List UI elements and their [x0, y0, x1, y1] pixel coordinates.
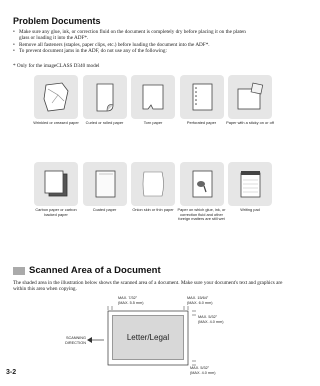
- problem-grid-row-2: [34, 162, 272, 222]
- thin-paper-icon: [131, 162, 175, 206]
- problem-grid-row-1: [34, 75, 272, 126]
- label-top-left: MAX. 7/32" (MAX. 5.5 mm): [118, 296, 144, 305]
- bullet-text: Make sure any glue, ink, or correction fluid on the document is completely dry before placing it on the platen: [19, 29, 246, 35]
- label-bottom: MAX. 5/32" (MAX. 4.0 mm): [190, 366, 216, 375]
- problem-item: [34, 162, 78, 222]
- scan-area-diagram: [0, 296, 300, 376]
- scan-paragraph: The shaded area in the illustration below shows the scanned area of a document. Make sure your document's text and graphics are within this area when copying.: [13, 280, 283, 293]
- torn-paper-icon: [131, 75, 175, 119]
- bullet-item: • Make sure any glue, ink, or correction fluid on the document is completely dry before placing it on the platen: [13, 29, 246, 35]
- problem-label: Carbon paper or carbon backed paper: [35, 207, 77, 217]
- wet-paper-icon: [180, 162, 224, 206]
- section-marker: [13, 267, 25, 275]
- page-number: 3-2: [6, 369, 17, 376]
- bullet-item: • Remove all fasteners (staples, paper clips, etc.) before loading the document into the ADF*.: [13, 41, 210, 48]
- writing-pad-icon: [228, 162, 272, 206]
- scan-section-title: Scanned Area of a Document: [29, 265, 161, 276]
- problem-label: Paper on which glue, ink, or correction fluid and other foreign matters are still wet: [177, 207, 226, 222]
- problem-item: [34, 75, 78, 126]
- problem-label: Curled or rolled paper: [85, 120, 124, 125]
- problem-item: [131, 162, 175, 222]
- footnote: * Only for the imageCLASS D340 model: [13, 63, 100, 69]
- problem-label: Wrinkled or creased paper: [33, 120, 79, 125]
- bullet-item: • To prevent document jams in the ADF, do not use any of the following:: [13, 48, 167, 55]
- problem-item: [83, 162, 127, 222]
- scanning-direction-label: SCANNING DIRECTION: [65, 336, 86, 345]
- problem-label: Torn paper: [143, 120, 163, 125]
- bullet-list: [13, 29, 289, 55]
- problem-label: Coated paper: [92, 207, 117, 212]
- carbon-paper-icon: [34, 162, 78, 206]
- problem-item: [180, 75, 224, 126]
- label-right: MAX. 5/32" (MAX. 4.0 mm): [198, 315, 224, 324]
- problem-item: [228, 75, 272, 126]
- perforated-paper-icon: [180, 75, 224, 119]
- bullet-text: Remove all fasteners (staples, paper clips, etc.) before loading the document into the ADF*.: [19, 41, 210, 48]
- problem-item: [131, 75, 175, 126]
- coated-paper-icon: [83, 162, 127, 206]
- problem-label: Writing pad: [240, 207, 260, 212]
- label-top-right: MAX. 15/64" (MAX. 6.0 mm): [187, 296, 213, 305]
- bullet-text: To prevent document jams in the ADF, do not use any of the following:: [19, 48, 167, 55]
- problem-item: [83, 75, 127, 126]
- problem-label: Perforated paper: [186, 120, 217, 125]
- problem-label: Onion skin or thin paper: [132, 207, 174, 212]
- wrinkled-paper-icon: [34, 75, 78, 119]
- sticky-paper-icon: [228, 75, 272, 119]
- problem-item: [228, 162, 272, 222]
- bullet-continuation: glass or loading it into the ADF*.: [19, 35, 89, 42]
- curled-paper-icon: [83, 75, 127, 119]
- problem-item: [177, 162, 226, 222]
- scan-area-page: Letter/Legal: [112, 315, 184, 360]
- problem-label: Paper with a sticky on or off: [226, 120, 274, 125]
- section-title: Problem Documents: [13, 16, 101, 26]
